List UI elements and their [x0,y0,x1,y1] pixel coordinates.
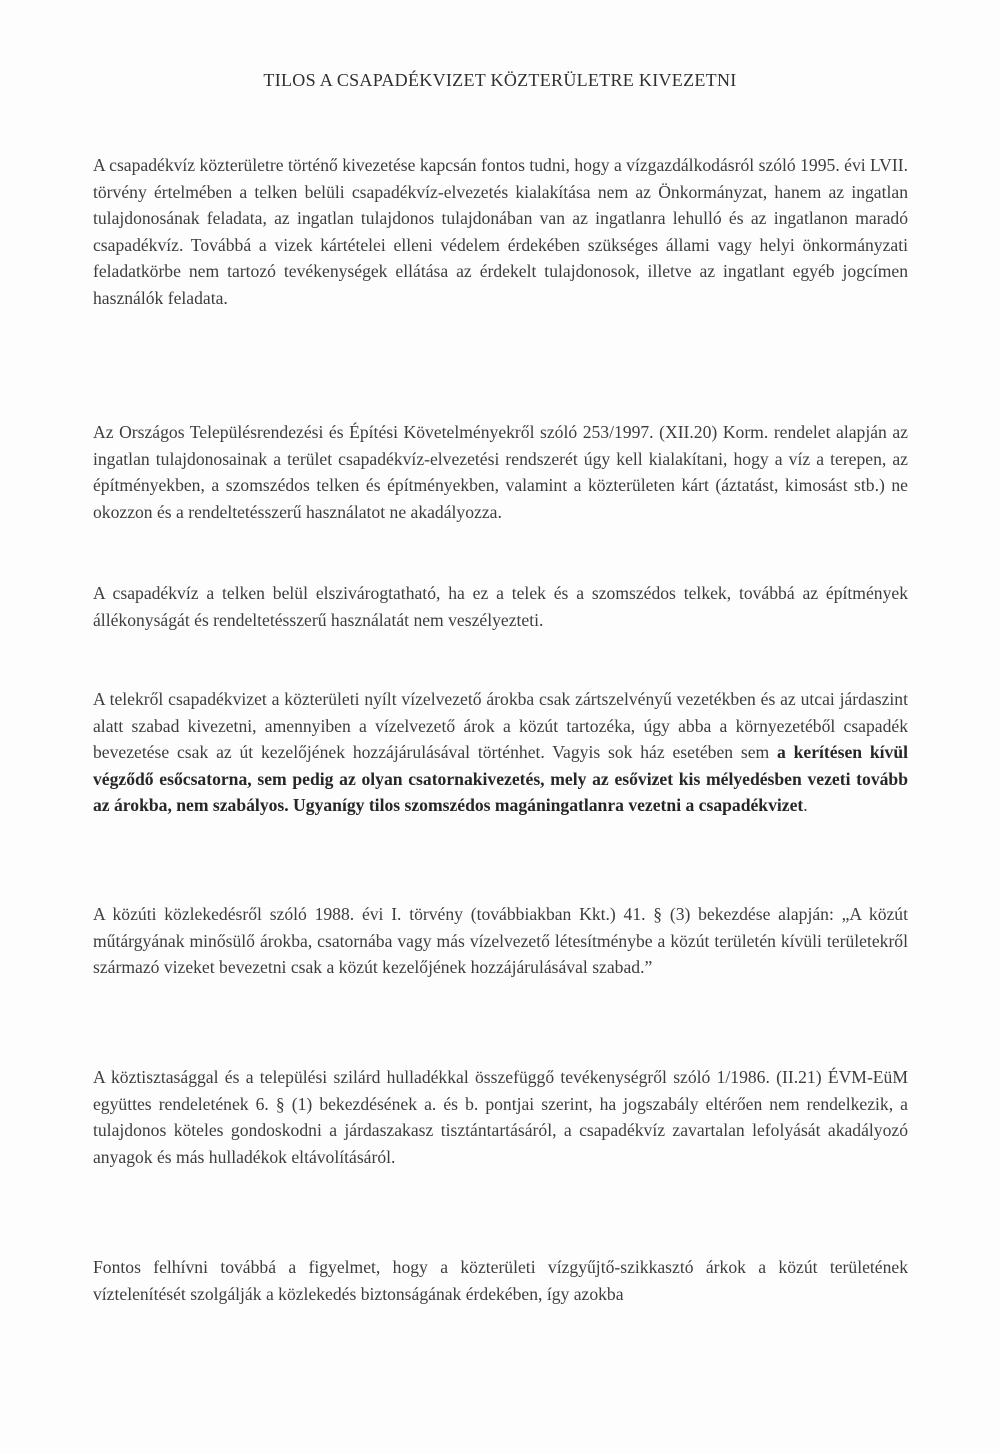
paragraph-drainage-rules-end: . [803,795,808,816]
paragraph-drainage-rules [93,686,908,819]
paragraph-drainage-rules-emphasis: a kerítésen kívül végződő esőcsatorna, sem pedig az olyan csatornakivezetés, mely az esővizet kis mélyedésben vezeti tovább az árokba, nem szabályos. Ugyanígy tilos szomszédos magáningatlanra vezetni a csapadékvizet [93,742,908,816]
paragraph-national-building-requirements: Az Országos Településrendezési és Építési Követelményekről szóló 253/1997. (XII.20) Korm. rendelet alapján az ingatlan tulajdonosainak a terület csapadékvíz-elvezetési rendszerét úgy kell kialakítani, hogy a víz a terepen, az építményekben, a szomszédos telken és építményekben, valamint a közterületen kárt (áztatást, kimosást stb.) ne okozzon és a rendeltetésszerű használatot ne akadályozza. [93,422,908,522]
paragraph-public-cleanliness: A köztisztasággal és a települési szilárd hulladékkal összefüggő tevékenységről szóló 1/1986. (II.21) ÉVM-EüM együttes rendeletének 6. § (1) bekezdésének a. és b. pontjai szerint, ha jogszabály eltérően nem rendelkezik, a tulajdonos köteles gondoskodni a járdaszakasz tisztántartásáról, a csapadékvíz zavartalan lefolyását akadályozó anyagok és más hulladékok eltávolításáról. [93,1067,908,1167]
paragraph-ditches-notice: Fontos felhívni továbbá a figyelmet, hogy a közterületi vízgyűjtő-szikkasztó árkok a közút területének víztelenítését szolgálják a közlekedés biztonságának érdekében, így azokba [93,1257,908,1304]
paragraph-infiltration: A csapadékvíz a telken belül elszivárogtatható, ha ez a telek és a szomszédos telkek, továbbá az építmények állékonyságát és rendeltetésszerű használatát nem veszélyezteti. [93,583,908,630]
document-title: TILOS A CSAPADÉKVIZET KÖZTERÜLETRE KIVEZETNI [263,70,737,90]
paragraph-rainwater-ownership: A csapadékvíz közterületre történő kivezetése kapcsán fontos tudni, hogy a vízgazdálkodásról szóló 1995. évi LVII. törvény értelmében a telken belüli csapadékvíz-elvezetés kialakítása nem az Önkormányzat, hanem az ingatlan tulajdonosának feladata, az ingatlan tulajdonos tulajdonában van az ingatlanra lehulló és az ingatlanon maradó csapadékvíz. Továbbá a vizek kártételei elleni védelem érdekében szükséges állami vagy helyi önkormányzati feladatkörbe nem tartozó tevékenységek ellátása az érdekelt tulajdonosok, illetve az ingatlant egyéb jogcímen használók feladata. [93,155,908,308]
paragraph-drainage-rules-text: A telekről csapadékvizet a közterületi nyílt vízelvezető árokba csak zártszelvényű vezetékben és az utcai járdaszint alatt szabad kivezetni, amennyiben a vízelvezető árok a közút tartozéka, úgy abba a környezetéből csapadék bevezetése csak az út kezelőjének hozzájárulásával történhet. Vagyis sok ház esetében sem [93,689,908,763]
paragraph-road-traffic-law: A közúti közlekedésről szóló 1988. évi I. törvény (továbbiakban Kkt.) 41. § (3) bekezdése alapján: „A közút műtárgyának minősülő árokba, csatornába vagy más vízelvezető létesítménybe a közút területén kívüli területekről származó vizeket bevezetni csak a közút kezelőjének hozzájárulásával szabad.” [93,904,908,978]
